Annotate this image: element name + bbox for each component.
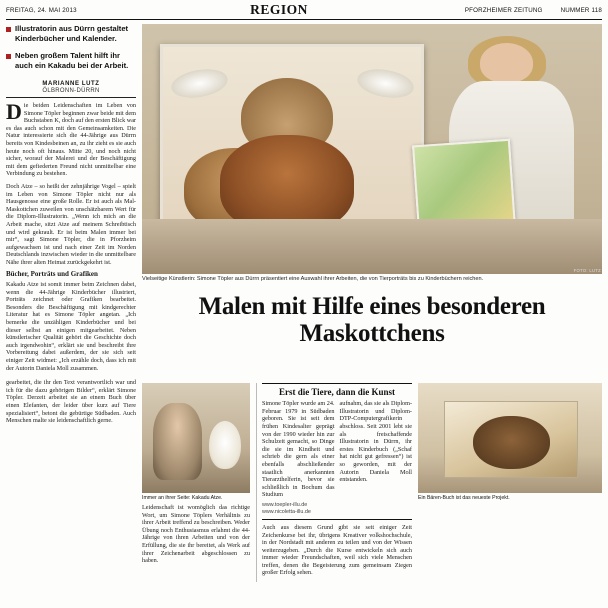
byline-author: MARIANNE LUTZ bbox=[42, 81, 100, 87]
lead-photo-artwork bbox=[142, 24, 602, 274]
web-link-2[interactable]: www.nicoletta-illu.de bbox=[262, 508, 311, 515]
article-paragraph-2: Doch Atze – so heißt der zehnjährige Vogel – spielt im Leben von Simone Töpler nicht nur als Hausgenosse eine große Rolle. Er ist auch als Mal-Maskottchen zuweilen von unschätzbarem Wert für die Diplom-Illustratorin. „Wenn ich mich an die Arbeit mache, sitzt Atze auf meinem Schreibtisch und wird gekrault. Er ist beim Malen immer bei mir“, sagt Simone Töpler, die in Pforzheim aufgewachsen ist und nach einer Zeit im Norden Deutschlands inzwischen wieder in die unmittelbare Nähe ihrer alten Heimat zurückgekehrt ist. bbox=[6, 182, 136, 266]
photo-cell-drawing bbox=[142, 383, 250, 582]
animal-painting bbox=[160, 44, 424, 245]
info-box-paragraph-1: Simone Töpler wurde am 24. Februar 1979 in Südbaden geboren. Sie ist seit dem frühen Kindesalter geprägt von der 1990 wieder hin zur Schulzeit gemacht, so Dinge die sie im Kindheit und schrieb die gern als einer ebenfalls abschließender staatlich anerkannten Tierarzthelferin, bevor sie schließlich in Bochum das Studium bbox=[262, 400, 335, 499]
teaser-list bbox=[6, 24, 136, 71]
masthead-date: FREITAG, 24. MAI 2013 bbox=[6, 6, 77, 14]
sofa-shape bbox=[142, 219, 602, 274]
head-shape bbox=[480, 43, 533, 83]
web-links bbox=[262, 502, 412, 516]
square-bullet-icon bbox=[6, 54, 11, 59]
teaser-item bbox=[6, 24, 136, 44]
masthead-page-number: NUMMER 118 bbox=[560, 6, 602, 14]
article-left-tail-text: Leidenschaft ist womöglich das richtige Wort, um Simone Töplers Verhältnis zu ihrer Arbeit treffend zu beschreiben. Weder Übung noch Enthusiasmus erlahmt die 44-Jährige von ihren Arbeiten und von der Erfüllung, die sie ihr bereitet, als Werk auf ihrer Zeichenarbeit abgeschlossen zu haben. bbox=[142, 504, 250, 565]
byline-rule bbox=[6, 97, 136, 98]
lead-photo-caption: Vielseitige Künstlerin: Simone Töpler aus Dürrn präsentiert eine Auswahl ihrer Arbeiten, die von Tierporträts bis zu Kinderbüchern reichen. bbox=[142, 276, 484, 282]
left-column bbox=[6, 24, 136, 377]
teaser-item bbox=[6, 51, 136, 71]
bear-illustration-icon bbox=[473, 416, 550, 469]
lead-photo bbox=[142, 24, 602, 274]
painted-bird-right-icon bbox=[355, 66, 416, 103]
info-box-title: Erst die Tiere, dann die Kunst bbox=[278, 387, 396, 398]
section-title: REGION bbox=[250, 2, 308, 17]
article-intro-paragraph: Die beiden Leidenschaften im Leben von Simone Töpler beginnen zwar beide mit dem Buchstaben K, doch auf den ersten Blick war es das auch schon mit den Gemeinsamkeiten. Die Natur interessierte sich die 44-Jährige aus Dürrn bereits von Kindesbeinen an, zu ihr zieht es sie auch heute noch oft hinaus. Mitte 20, und noch nicht sicher, worauf der Malerei und der Beschäftigung mit dem gefiederten Freund nicht unmittelbar eine Verbindung zu bestehen. bbox=[6, 99, 136, 178]
article-paragraph-4: gearbeitet, die ihr den Text verantwortlich war und ich für die dazu gehörigen Bilder“, erklärt Simone Töpler. Derzeit arbeitet sie an einem Buch über einen Elefanten, der leider über kurz auf Tiere spezialisiert“, betont die gebürtige Südbaden. Auch Menschen malte sie leidenschaftlich gerne. bbox=[6, 379, 136, 425]
page-headline: Malen mit Hilfe eines besonderen Maskottchens bbox=[198, 293, 546, 347]
info-box-paragraph-2: aufnahm, das sie als Diplom-Illustratorin und Diplom-DTP-Computergrafikerin abschloss. Seit 2001 lebt sie als freischaffende Illustratorin in Dürrn, ihr erstes Kinderbuch („Schaf hat nicht gut gefressen“) ist so geworden, mit der Autorin Daniela Moll entstanden. bbox=[339, 400, 412, 484]
right-column bbox=[142, 24, 602, 377]
page-body bbox=[0, 24, 608, 377]
article-left-text bbox=[6, 99, 136, 372]
lower-grid bbox=[142, 383, 602, 582]
lower-section bbox=[0, 379, 608, 582]
masthead-rule bbox=[6, 19, 602, 20]
teaser-text: Illustratorin aus Dürrn gestaltet Kinderbücher und Kalender. bbox=[15, 24, 129, 43]
web-link-1[interactable]: www.toepler-illu.de bbox=[262, 501, 308, 508]
article-left-continued bbox=[6, 379, 136, 425]
caption-book: Ein Bären-Buch ist das neueste Projekt. bbox=[418, 494, 510, 501]
photo-credit: FOTO: LUTZ bbox=[573, 268, 601, 273]
article-paragraph-3: Kakadu Atze ist somit immer beim Zeichnen dabei, wenn die 44-Jährige Kinderbücher illustriert, Porträts zeichnet oder Grafiken bearbeitet. Besonders die Beschäftigung mit kindgerechter Literatur hat es Simone Töpler angetan. „Ich bemerke die unzähligen Kinderbücher und bei dieser selbst an einigen mitgearbeitet. Neben künstlerischer Qualität gehört die Geschichte doch auch irgendwohin“, erklärt sie und beschreibt ihre Vorbereitung dabei außerdem, der sie sich seit einiger Zeit widmet: „Ich erzähle doch, dass ich mit der Autorin Daniela Moll zusammen. bbox=[6, 281, 136, 372]
article-subhead: Bücher, Porträts und Grafiken bbox=[6, 270, 98, 279]
square-bullet-icon bbox=[6, 27, 11, 32]
byline-place: ÖLBRONN-DÜRRN bbox=[42, 88, 100, 94]
photo-cell-book bbox=[418, 383, 602, 582]
painted-dog-right-icon bbox=[220, 135, 354, 233]
photo-artist-drawing bbox=[142, 383, 250, 493]
article-right-tail-text: Auch aus diesem Grund gibt sie seit einiger Zeit Zeichenkurse bei ihr, übrigens Kreativer volkshochschule, in der Nordstadt mit anderen zu teilen und von der Wissen weiterzugeben. „Durch die Kurse entwickeln sich auch immer wieder Freundschaften, weil sich viele Menschen treffen, denen die Begeisterung zum gemeinsam Ziegen großer Erfolg sehen. bbox=[262, 523, 412, 577]
lower-left-column bbox=[6, 379, 136, 582]
cockatoo-icon bbox=[209, 421, 241, 469]
painted-bird-left-icon bbox=[169, 66, 230, 103]
lower-right-column bbox=[142, 379, 602, 582]
info-box-cell bbox=[256, 383, 412, 582]
teaser-text: Neben großem Talent hilft ihr auch ein Kakadu bei der Arbeit. bbox=[15, 51, 129, 70]
article-left-tail bbox=[142, 504, 250, 565]
article-right-tail bbox=[262, 524, 412, 577]
byline bbox=[6, 81, 136, 94]
masthead-paper-name: PFORZHEIMER ZEITUNG bbox=[464, 6, 543, 14]
info-box bbox=[262, 383, 412, 520]
info-box-text bbox=[262, 400, 412, 499]
masthead bbox=[0, 0, 608, 18]
photo-bear-book bbox=[418, 383, 602, 493]
caption-drawing: Immer an ihrer Seite: Kakadu Atze. bbox=[142, 494, 223, 501]
